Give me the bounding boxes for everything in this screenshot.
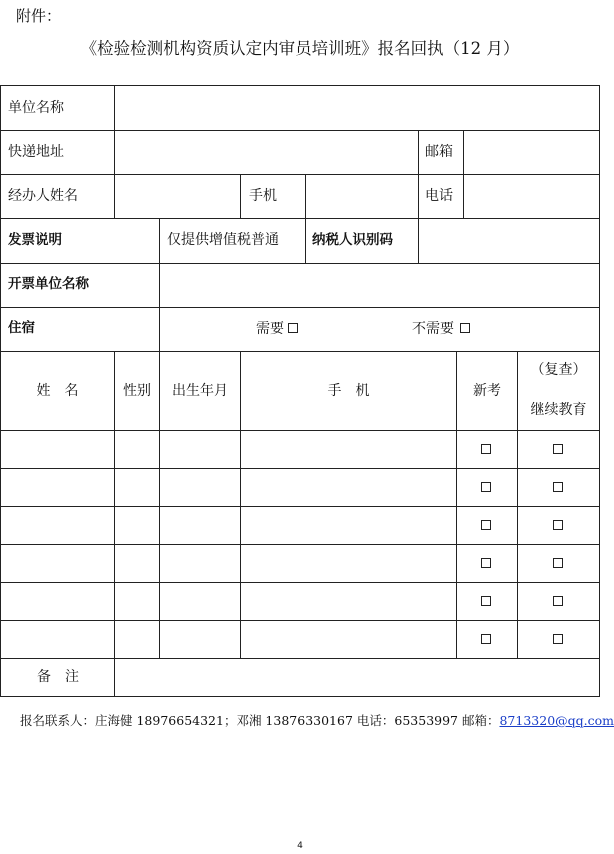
participant-birth-cell[interactable] — [160, 431, 240, 468]
remarks-label: 备 注 — [37, 669, 79, 685]
column-header-continuing: 继续教育 — [530, 402, 587, 418]
table-row — [0, 468, 600, 506]
tax-id-label: 纳税人识别码 — [312, 232, 393, 248]
column-header-review: （复查） — [530, 362, 587, 378]
column-header-gender: 性别 — [123, 383, 151, 399]
table-row — [0, 620, 600, 658]
column-header-mobile: 手 机 — [327, 383, 370, 399]
contact-info: 报名联系人：庄海健 18976654321；邓湘 13876330167 电话：65353997 邮箱： — [20, 713, 500, 728]
new-exam-checkbox[interactable] — [481, 444, 491, 454]
participant-name-cell[interactable] — [1, 621, 114, 658]
column-header-new: 新考 — [473, 383, 501, 399]
participant-mobile-cell[interactable] — [241, 507, 456, 544]
participant-gender-cell[interactable] — [115, 621, 159, 658]
column-header-birth: 出生年月 — [172, 383, 228, 399]
continuing-education-checkbox[interactable] — [553, 596, 563, 606]
contact-footer — [20, 711, 614, 729]
invoice-label: 发票说明 — [8, 232, 62, 248]
table-row — [0, 582, 600, 620]
lodging-need-checkbox[interactable] — [288, 323, 298, 333]
postcode-label: 邮箱 — [425, 144, 453, 160]
participant-birth-cell[interactable] — [160, 545, 240, 582]
participant-birth-cell[interactable] — [160, 621, 240, 658]
address-label: 快递地址 — [8, 144, 64, 160]
participant-name-cell[interactable] — [1, 431, 114, 468]
participant-name-cell[interactable] — [1, 583, 114, 620]
participant-gender-cell[interactable] — [115, 469, 159, 506]
new-exam-checkbox[interactable] — [481, 596, 491, 606]
participant-gender-cell[interactable] — [115, 507, 159, 544]
continuing-education-checkbox[interactable] — [553, 482, 563, 492]
participant-birth-cell[interactable] — [160, 583, 240, 620]
attachment-label: 附件： — [16, 7, 62, 25]
new-exam-checkbox[interactable] — [481, 634, 491, 644]
participant-birth-cell[interactable] — [160, 469, 240, 506]
continuing-education-checkbox[interactable] — [553, 558, 563, 568]
participant-mobile-cell[interactable] — [241, 431, 456, 468]
postcode-field[interactable] — [464, 131, 599, 174]
continuing-education-checkbox[interactable] — [553, 634, 563, 644]
participant-mobile-cell[interactable] — [241, 545, 456, 582]
mobile-field[interactable] — [306, 175, 418, 218]
participant-mobile-cell[interactable] — [241, 583, 456, 620]
column-header-name: 姓 名 — [36, 383, 79, 399]
participant-gender-cell[interactable] — [115, 431, 159, 468]
unit-name-label: 单位名称 — [8, 100, 64, 116]
participant-mobile-cell[interactable] — [241, 621, 456, 658]
page-title: 《检验检测机构资质认定内审员培训班》报名回执（12 月） — [80, 39, 520, 58]
phone-label: 电话 — [425, 188, 453, 204]
handler-name-label: 经办人姓名 — [8, 188, 78, 204]
lodging-label: 住宿 — [8, 320, 35, 336]
address-field[interactable] — [115, 131, 418, 174]
handler-name-field[interactable] — [115, 175, 240, 218]
continuing-education-checkbox[interactable] — [553, 520, 563, 530]
page-number: 4 — [297, 841, 303, 851]
mobile-label: 手机 — [249, 188, 277, 204]
tax-id-field[interactable] — [419, 219, 599, 263]
table-row — [0, 544, 600, 582]
participant-name-cell[interactable] — [1, 469, 114, 506]
new-exam-checkbox[interactable] — [481, 482, 491, 492]
email-link[interactable]: 8713320@qq.com — [499, 713, 614, 728]
new-exam-checkbox[interactable] — [481, 520, 491, 530]
participant-birth-cell[interactable] — [160, 507, 240, 544]
table-row — [0, 430, 600, 468]
invoice-unit-field[interactable] — [160, 264, 599, 307]
lodging-need-label: 需要 — [256, 321, 284, 337]
lodging-no-need-label: 不需要 — [412, 321, 454, 337]
participant-name-cell[interactable] — [1, 507, 114, 544]
invoice-unit-label: 开票单位名称 — [8, 276, 89, 292]
remarks-field[interactable] — [115, 659, 599, 696]
participant-name-cell[interactable] — [1, 545, 114, 582]
continuing-education-checkbox[interactable] — [553, 444, 563, 454]
invoice-note: 仅提供增值税普通 — [167, 232, 279, 248]
table-row — [0, 506, 600, 544]
registration-form — [0, 85, 600, 697]
participant-gender-cell[interactable] — [115, 545, 159, 582]
phone-field[interactable] — [464, 175, 599, 218]
unit-name-field[interactable] — [115, 86, 599, 130]
new-exam-checkbox[interactable] — [481, 558, 491, 568]
participant-gender-cell[interactable] — [115, 583, 159, 620]
participant-mobile-cell[interactable] — [241, 469, 456, 506]
lodging-no-need-checkbox[interactable] — [460, 323, 470, 333]
